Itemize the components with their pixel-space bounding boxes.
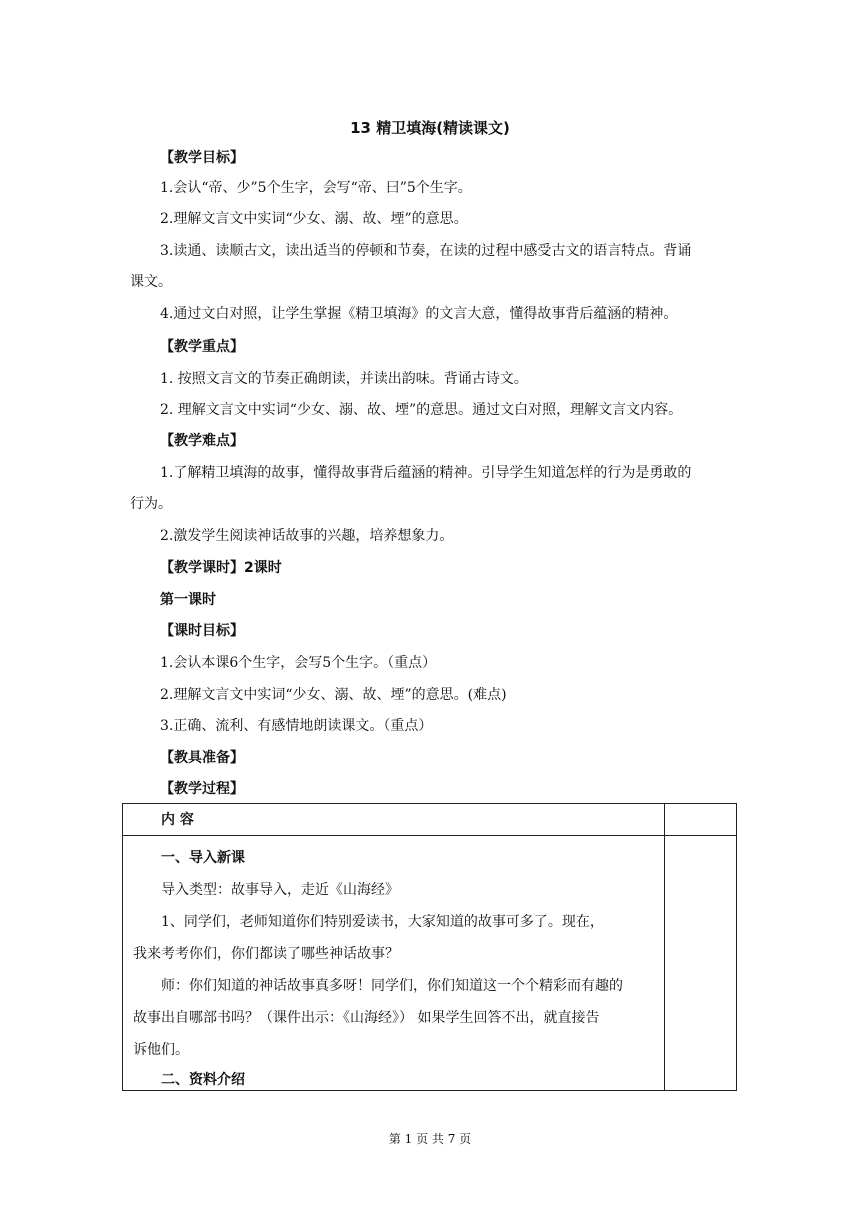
table-header-content: 内 容 [161, 812, 194, 828]
process-table [122, 803, 737, 1091]
difficult-point-1: 1.了解精卫填海的故事，懂得故事背后蕴涵的精神。引导学生知道怎样的行为是勇敢的 [160, 465, 692, 481]
key-point-2: 2. 理解文言文中实词“少女、溺、故、堙”的意思。通过文白对照，理解文言文内容。 [160, 402, 683, 418]
table-row: 一、导入新课 [161, 850, 245, 866]
objective-3-cont: 课文。 [130, 274, 172, 290]
table-row: 我来考考你们，你们都读了哪些神话故事？ [133, 946, 399, 962]
lesson-objective-3: 3.正确、流利、有感情地朗读课文。（重点） [160, 718, 433, 734]
objective-3: 3.读通、读顺古文，读出适当的停顿和节奏，在读的过程中感受古文的语言特点。背诵 [160, 243, 692, 259]
section-difficult-heading: 【教学难点】 [160, 433, 244, 449]
section-key-heading: 【教学重点】 [160, 339, 244, 355]
section-lesson-objectives-heading: 【课时目标】 [160, 623, 244, 639]
section-process-heading: 【教学过程】 [160, 781, 244, 797]
difficult-point-2: 2.激发学生阅读神话故事的兴趣，培养想象力。 [160, 528, 454, 544]
section-objectives-heading: 【教学目标】 [160, 150, 244, 166]
objective-2: 2.理解文言文中实词“少女、溺、故、堙”的意思。 [160, 211, 468, 227]
lesson-objective-2: 2.理解文言文中实词“少女、溺、故、堙”的意思。(难点) [160, 687, 507, 703]
first-lesson-heading: 第一课时 [160, 592, 216, 608]
table-row: 师：你们知道的神话故事真多呀！同学们，你们知道这一个个精彩而有趣的 [161, 978, 623, 994]
objective-4: 4.通过文白对照，让学生掌握《精卫填海》的文言大意，懂得故事背后蕴涵的精神。 [160, 306, 678, 322]
class-hours: 【教学课时】2课时 [160, 560, 282, 576]
table-row: 1、同学们，老师知道你们特别爱读书，大家知道的故事可多了。现在， [161, 914, 604, 930]
table-row: 诉他们。 [133, 1042, 189, 1058]
table-row: 二、资料介绍 [161, 1072, 245, 1088]
page-title: 13 精卫填海(精读课文) [350, 119, 510, 137]
key-point-1: 1. 按照文言文的节奏正确朗读，并读出韵味。背诵古诗文。 [160, 371, 528, 387]
table-header-divider [123, 835, 736, 836]
objective-1: 1.会认“帝、少”5个生字，会写“帝、曰”5个生字。 [160, 180, 472, 196]
page-footer: 第 1 页 共 7 页 [388, 1132, 472, 1146]
table-row: 导入类型：故事导入，走近《山海经》 [161, 882, 399, 898]
table-row: 故事出自哪部书吗？（课件出示：《山海经》） 如果学生回答不出，就直接告 [133, 1010, 600, 1026]
table-column-divider [664, 804, 665, 1090]
section-tools-heading: 【教具准备】 [160, 750, 244, 766]
lesson-objective-1: 1.会认本课6个生字，会写5个生字。（重点） [160, 655, 437, 671]
difficult-point-1-cont: 行为。 [130, 496, 172, 512]
